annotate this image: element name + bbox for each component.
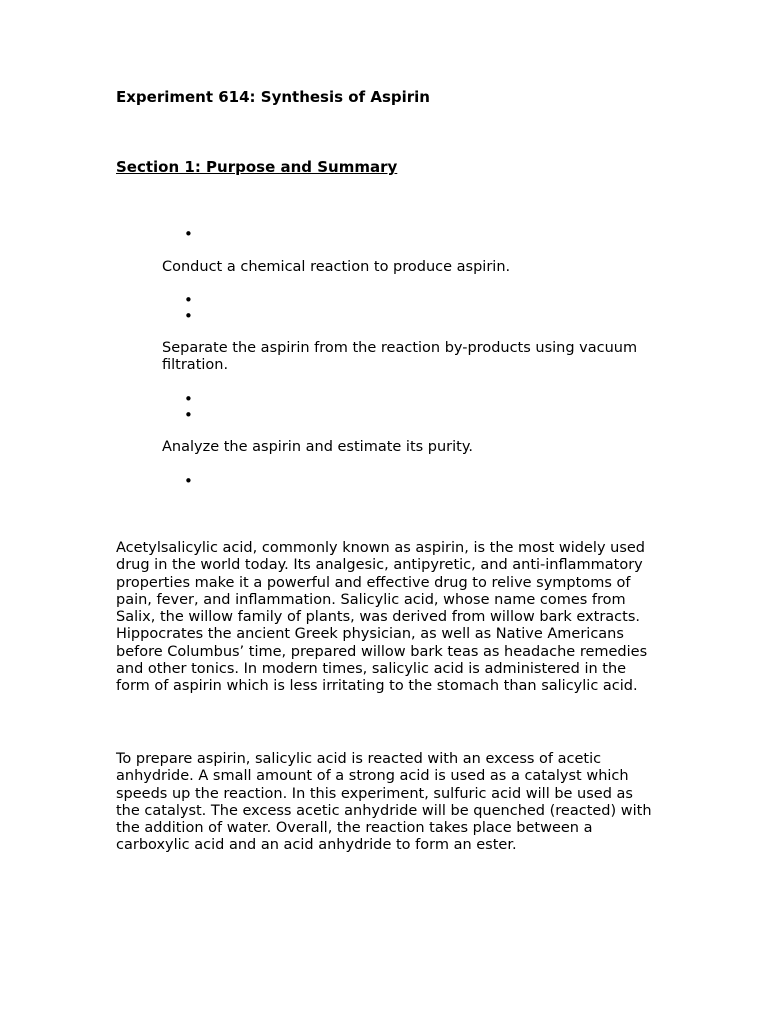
body-paragraph: Acetylsalicylic acid, commonly known as aspirin, is the most widely used drug in the world today. Its analgesic, antipyretic, and anti-inflammatory properties make it a powerful and effective drug to relive symptoms of pain, fever, and inflammation. Salicylic acid, whose name comes from Salix, the willow family of plants, was derived from willow bark extracts. Hippocrates the ancient Greek physician, as well as Native Americans before Columbus’ time, prepared willow bark teas as headache remedies and other tonics. In modern times, salicylic acid is administered in the form of aspirin which is less irritating to the stomach than salicylic acid. bbox=[116, 540, 648, 695]
objective-item: Analyze the aspirin and estimate its purity. bbox=[162, 439, 473, 455]
bullet-marker: • bbox=[184, 307, 193, 325]
document-title: Experiment 614: Synthesis of Aspirin bbox=[116, 88, 430, 106]
section-heading: Section 1: Purpose and Summary bbox=[116, 158, 398, 176]
bullet-marker: • bbox=[184, 472, 193, 490]
bullet-marker: • bbox=[184, 406, 193, 424]
objective-item: Conduct a chemical reaction to produce aspirin. bbox=[162, 259, 511, 275]
bullet-marker: • bbox=[184, 291, 193, 309]
bullet-marker: • bbox=[184, 390, 193, 408]
objective-item: Separate the aspirin from the reaction by-products using vacuum filtration. bbox=[162, 340, 638, 373]
bullet-marker: • bbox=[184, 225, 193, 243]
body-paragraph: To prepare aspirin, salicylic acid is reacted with an excess of acetic anhydride. A small amount of a strong acid is used as a catalyst which speeds up the reaction. In this experiment, sulfuric acid will be used as the catalyst. The excess acetic anhydride will be quenched (reacted) with the addition of water. Overall, the reaction takes place between a carboxylic acid and an acid anhydride to form an ester. bbox=[116, 751, 652, 854]
